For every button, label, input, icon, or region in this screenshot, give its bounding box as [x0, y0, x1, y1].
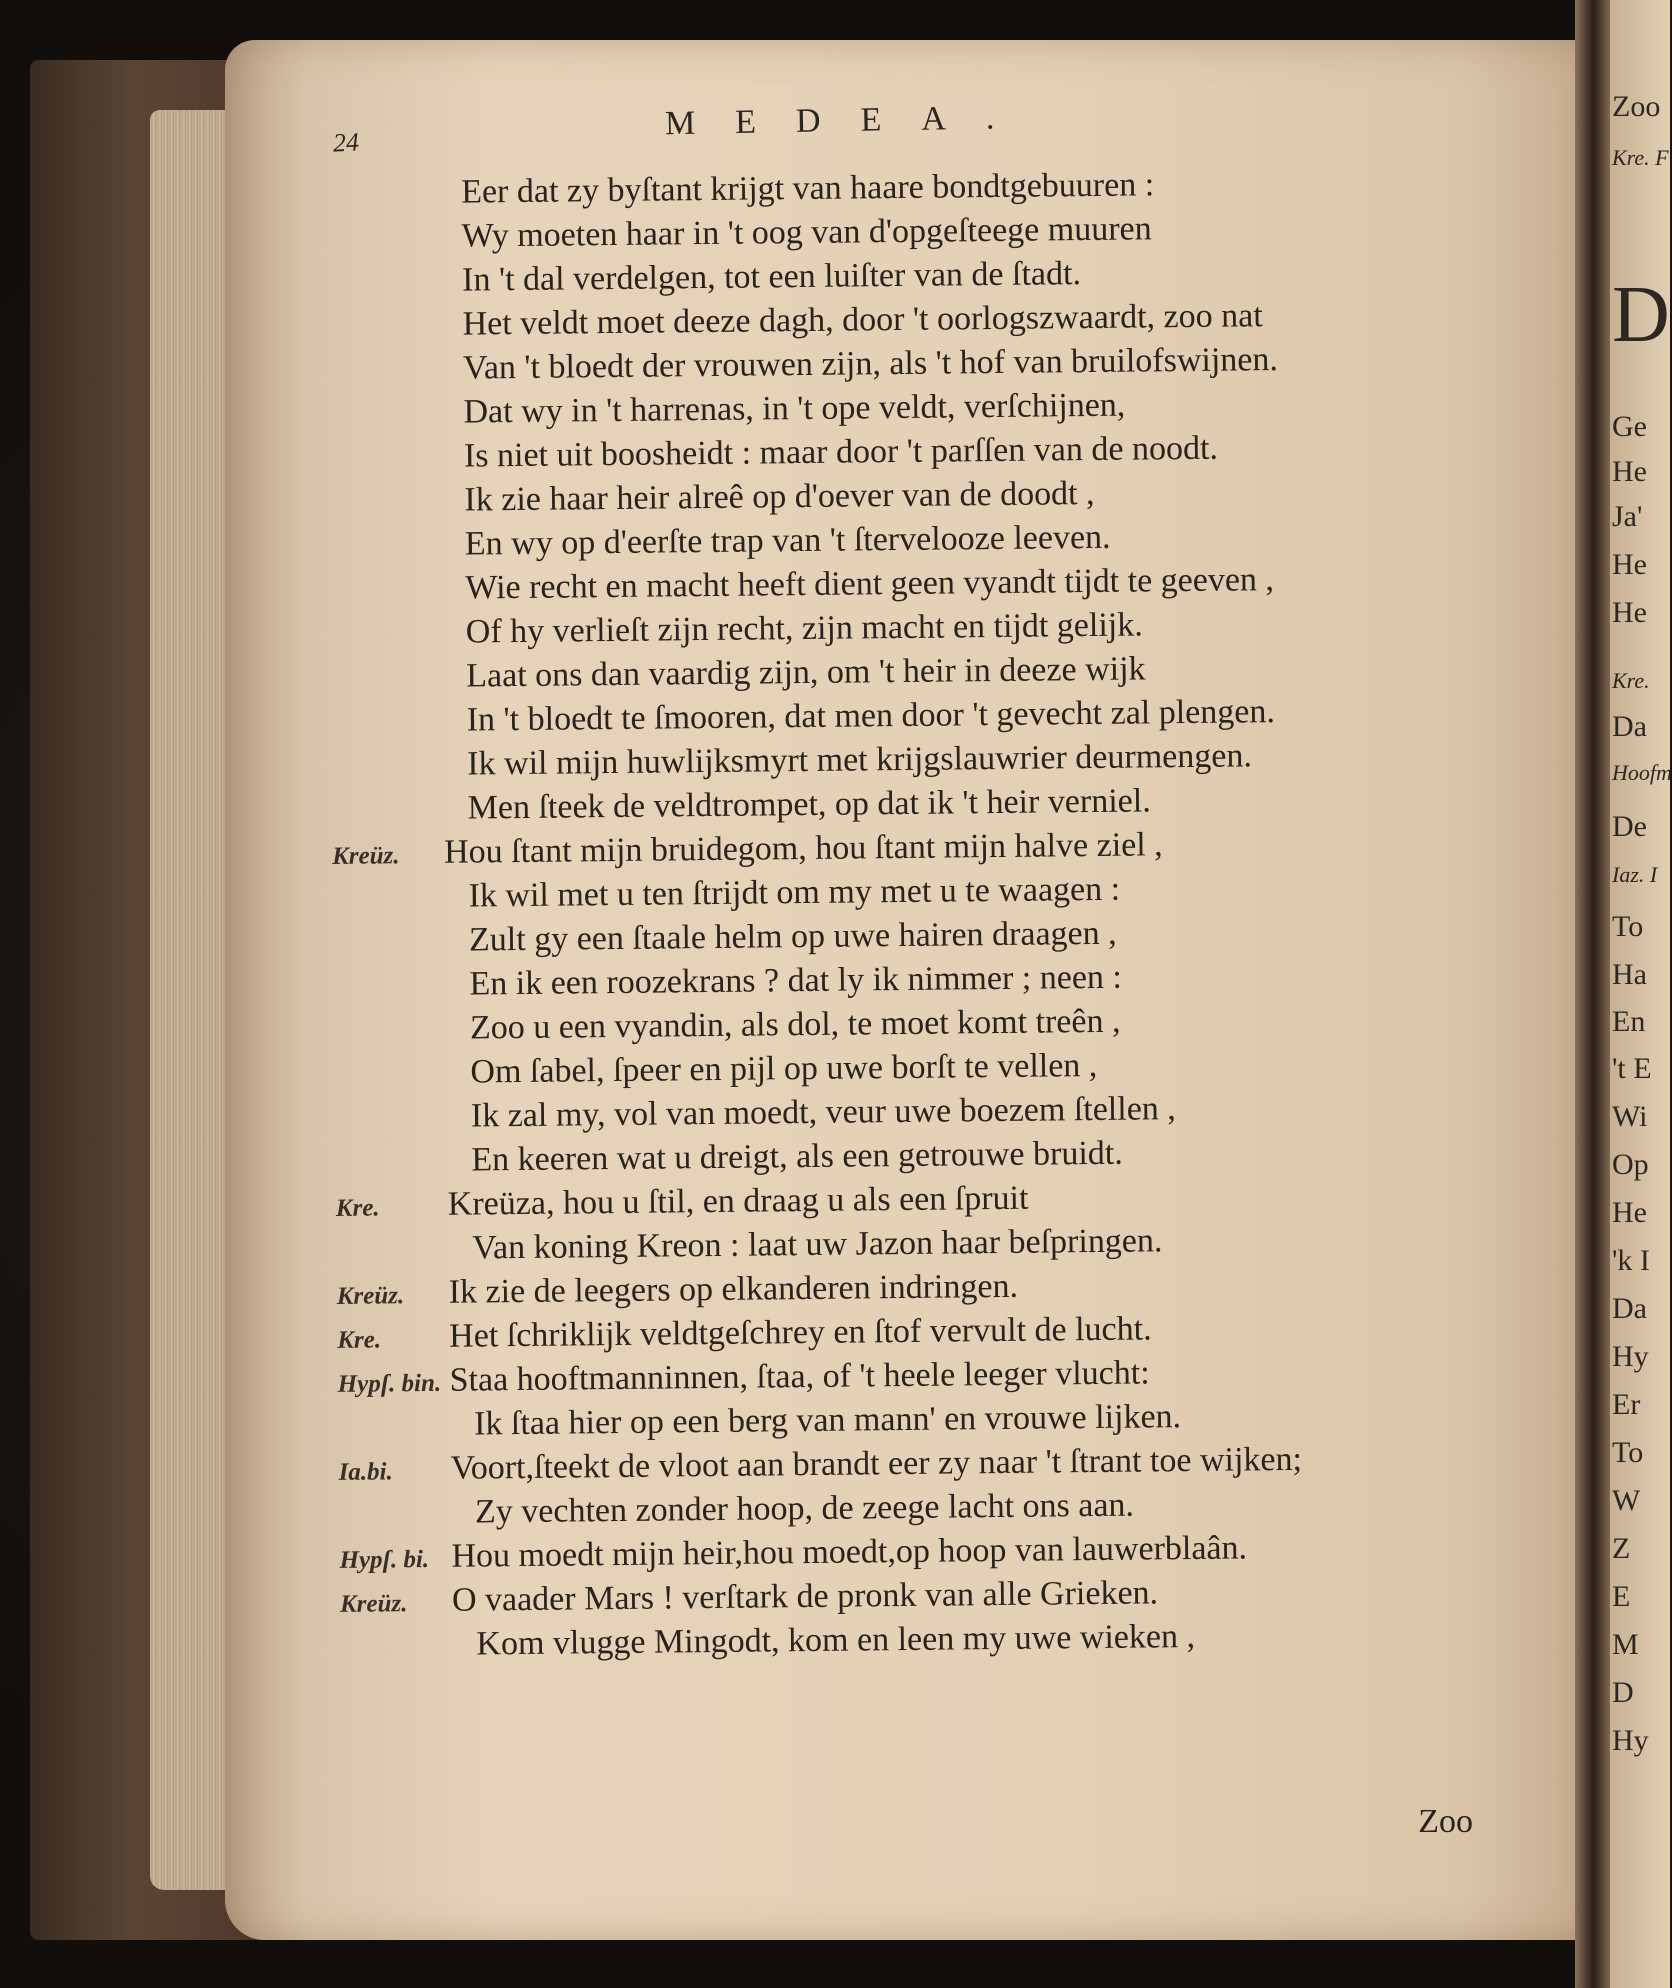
- verse-text: Hou moedt mijn heir,hou moedt,op hoop van lauwerblaân.: [451, 1529, 1248, 1575]
- facing-page-text: 'k I: [1612, 1244, 1650, 1277]
- speaker-label: [328, 423, 440, 424]
- facing-page-text: Kre. F: [1612, 145, 1669, 170]
- facing-page-fragment: [1610, 0, 1670, 1988]
- speaker-label: [338, 1435, 450, 1436]
- verse-text: O vaader Mars ! verſtark de pronk van alle Grieken.: [451, 1574, 1159, 1619]
- verse-text: Van 't bloedt der vrouwen zijn, als 't hof van bruilofswijnen.: [462, 341, 1279, 387]
- speaker-label: [335, 1127, 447, 1128]
- speaker-label: [330, 643, 442, 644]
- facing-page-text: D: [1612, 271, 1670, 359]
- speaker-label: [332, 819, 444, 820]
- facing-page-text: Op: [1612, 1148, 1649, 1181]
- running-title: MEDEA.: [664, 98, 1035, 143]
- verse-text: Zult gy een ſtaale helm op uwe hairen draagen ,: [468, 914, 1117, 959]
- speaker-label: Kreüz.: [339, 1590, 408, 1618]
- speaker-label: [331, 731, 443, 732]
- speaker-label: [341, 1655, 453, 1656]
- verse-text: Het veldt moet deeze dagh, door 't oorlogszwaardt, zoo nat: [462, 297, 1263, 343]
- facing-page-text: Da: [1612, 1292, 1647, 1325]
- speaker-label: Kre.: [335, 1194, 380, 1222]
- verse-text: Of hy verlieſt zijn recht, zijn macht en tijdt gelijk.: [465, 606, 1143, 651]
- facing-page-text: Hy: [1612, 1340, 1649, 1373]
- speaker-label: [335, 1171, 447, 1172]
- verse-text: En ik een roozekrans ? dat ly ik nimmer ; neen :: [469, 958, 1123, 1003]
- catchword: Zoo: [1418, 1803, 1473, 1840]
- speaker-label: Ia.bi.: [338, 1458, 393, 1486]
- verse-text: Ik wil mijn huwlijksmyrt met krijgslauwrier deurmengen.: [467, 737, 1253, 783]
- verse-text: Zy vechten zonder hoop, de zeege lacht ons aan.: [474, 1486, 1135, 1531]
- speaker-label: Kre.: [337, 1326, 382, 1354]
- facing-page-text: Zoo: [1612, 90, 1661, 123]
- speaker-label: [329, 555, 441, 556]
- verse-text: Wie recht en macht heeft dient geen vyandt tijdt te geeven ,: [465, 561, 1275, 607]
- verse-text: In 't dal verdelgen, tot een luiſter van de ſtadt.: [461, 255, 1082, 299]
- speaker-label: Hypſ. bi.: [339, 1545, 430, 1574]
- facing-page-text: En: [1612, 1005, 1646, 1038]
- verse-text: Men ſteek de veldtrompet, op dat ik 't heir verniel.: [467, 782, 1151, 827]
- facing-page-text: 't E: [1612, 1052, 1652, 1085]
- verse-text: Kreüza, hou u ſtil, en draag u als een ſpruit: [447, 1179, 1029, 1223]
- speaker-label: [334, 1039, 446, 1040]
- facing-page-text: He: [1612, 596, 1647, 629]
- verse-text: Laat ons dan vaardig zijn, om 't heir in deeze wijk: [466, 650, 1146, 695]
- speaker-label: Kreüz.: [332, 842, 400, 870]
- verse-text: En wy op d'eerſte trap van 't ſtervelooze leeven.: [464, 518, 1111, 563]
- speaker-label: [330, 687, 442, 688]
- verse-text: Wy moeten haar in 't oog van d'opgeſteege muuren: [461, 210, 1152, 255]
- facing-page-text: Ja': [1612, 500, 1643, 533]
- facing-page-text: W: [1612, 1484, 1641, 1517]
- facing-page-text: M: [1612, 1628, 1639, 1661]
- speaker-label: [334, 995, 446, 996]
- page-header: [225, 98, 1595, 158]
- facing-page-text: Da: [1612, 710, 1647, 743]
- speaker-label: [326, 247, 438, 248]
- verse-text: Is niet uit boosheidt : maar door 't parſſen van de noodt.: [463, 429, 1219, 475]
- facing-page-text: Ge: [1612, 410, 1647, 443]
- speaker-label: [333, 907, 445, 908]
- verse-text: Om ſabel, ſpeer en pijl op uwe borſt te vellen ,: [470, 1046, 1098, 1091]
- verse-text: Ik ſtaa hier op een berg van mann' en vrouwe lijken.: [473, 1398, 1182, 1443]
- facing-page-text: To: [1612, 1436, 1644, 1469]
- verse-text: Staa hooftmanninnen, ſtaa, of 't heele leeger vlucht:: [449, 1354, 1150, 1399]
- speaker-label: Hypſ. bin.: [337, 1369, 442, 1398]
- facing-page-text: He: [1612, 455, 1647, 488]
- verse-text: In 't bloedt te ſmooren, dat men door 't gevecht zal plengen.: [466, 693, 1276, 739]
- facing-page-text: Wi: [1612, 1100, 1648, 1133]
- facing-page-text: Z: [1612, 1532, 1631, 1565]
- facing-page-text: D: [1612, 1676, 1634, 1709]
- facing-page-text: Hy: [1612, 1724, 1649, 1757]
- verse-text: Eer dat zy byſtant krijgt van haare bondtgebuuren :: [461, 166, 1155, 211]
- facing-page-text: E: [1612, 1580, 1631, 1613]
- speaker-label: [333, 951, 445, 952]
- facing-page-text: Er: [1612, 1388, 1641, 1421]
- verse-text: Dat wy in 't harrenas, in 't ope veldt, verſchijnen,: [463, 386, 1126, 431]
- facing-page-text: Kre.: [1612, 668, 1650, 693]
- verse-text: Voort,ſteekt de vloot aan brandt eer zy naar 't ſtrant toe wijken;: [450, 1440, 1303, 1487]
- facing-page-text: Iaz. I: [1612, 862, 1658, 887]
- book-page: [225, 40, 1595, 1940]
- page-number: 24: [332, 127, 360, 158]
- speaker-label: [325, 203, 437, 204]
- facing-page-text: He: [1612, 548, 1647, 581]
- verse-text: Het ſchriklijk veldtgeſchrey en ſtof vervult de lucht.: [449, 1310, 1152, 1355]
- verse-text-block: [325, 159, 1581, 1668]
- verse-text: En keeren wat u dreigt, als een getrouwe bruidt.: [471, 1134, 1123, 1179]
- facing-page-text: To: [1612, 910, 1644, 943]
- verse-text: Hou ſtant mijn bruidegom, hou ſtant mijn halve ziel ,: [443, 826, 1163, 871]
- speaker-label: [331, 775, 443, 776]
- verse-text: Ik wil met u ten ſtrijdt om my met u te waagen :: [468, 870, 1121, 915]
- speaker-label: [328, 467, 440, 468]
- speaker-label: [335, 1083, 447, 1084]
- book-gutter: [1575, 0, 1615, 1988]
- speaker-label: [339, 1523, 451, 1524]
- verse-text: Ik zal my, vol van moedt, veur uwe boezem ſtellen ,: [470, 1090, 1177, 1135]
- verse-text: Zoo u een vyandin, als dol, te moet komt treên ,: [469, 1002, 1121, 1047]
- speaker-label: [336, 1259, 448, 1260]
- verse-text: Ik zie haar heir alreê op d'oever van de doodt ,: [464, 474, 1095, 519]
- speaker-label: [329, 511, 441, 512]
- facing-page-text: He: [1612, 1196, 1647, 1229]
- speaker-label: [327, 335, 439, 336]
- verse-text: Van koning Kreon : laat uw Jazon haar beſpringen.: [472, 1222, 1163, 1267]
- speaker-label: [327, 379, 439, 380]
- verse-text: Ik zie de leegers op elkanderen indringen.: [448, 1267, 1019, 1311]
- speaker-label: Kreüz.: [336, 1282, 405, 1310]
- speaker-label: [329, 599, 441, 600]
- verse-text: Kom vlugge Mingodt, kom en leen my uwe wieken ,: [476, 1617, 1196, 1663]
- facing-page-text: Ha: [1612, 958, 1647, 991]
- facing-page-text: De: [1612, 810, 1647, 843]
- facing-page-text: Hoofm: [1612, 760, 1672, 785]
- speaker-label: [326, 291, 438, 292]
